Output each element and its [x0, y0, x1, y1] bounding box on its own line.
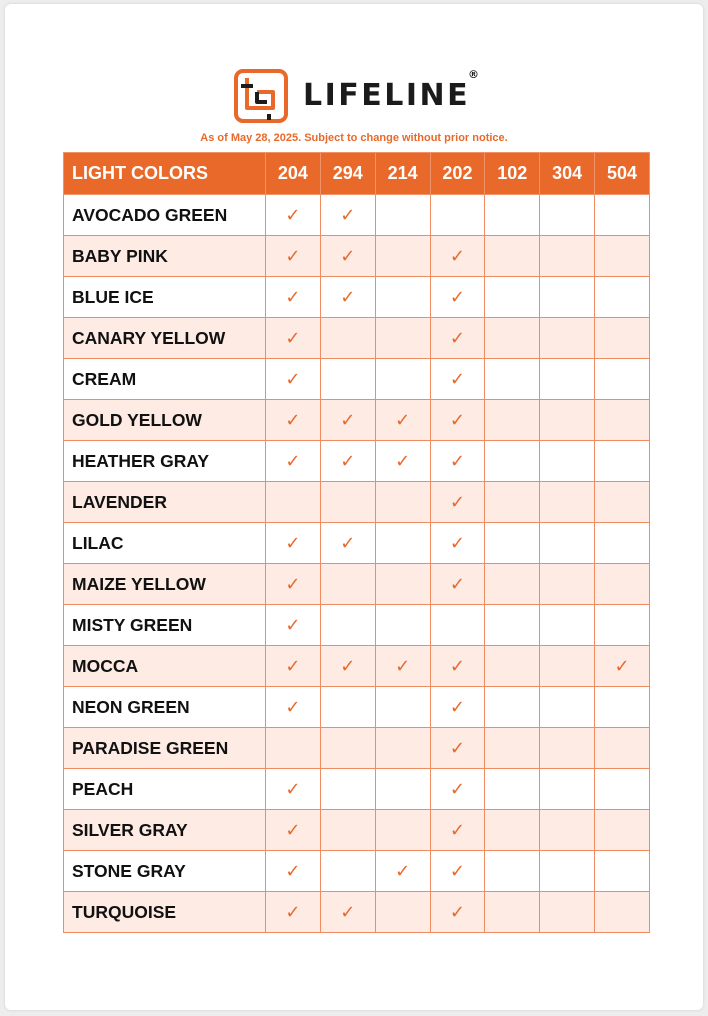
check-icon: ✓ [340, 409, 356, 431]
check-icon: ✓ [285, 368, 301, 390]
color-name: PEACH [64, 769, 266, 810]
availability-cell [540, 482, 595, 523]
color-name: CANARY YELLOW [64, 318, 266, 359]
availability-cell [266, 236, 321, 277]
check-icon: ✓ [285, 860, 301, 882]
column-header-102: 102 [485, 153, 540, 195]
availability-cell [540, 851, 595, 892]
check-icon: ✓ [395, 655, 411, 677]
availability-cell [595, 646, 650, 687]
availability-cell [375, 195, 430, 236]
availability-cell [485, 236, 540, 277]
availability-cell [266, 769, 321, 810]
check-icon: ✓ [285, 696, 301, 718]
color-name: GOLD YELLOW [64, 400, 266, 441]
availability-cell [430, 523, 485, 564]
color-name: BABY PINK [64, 236, 266, 277]
availability-cell [595, 851, 650, 892]
availability-cell [595, 359, 650, 400]
availability-cell [320, 482, 375, 523]
availability-cell [485, 359, 540, 400]
availability-cell [320, 564, 375, 605]
check-icon: ✓ [285, 573, 301, 595]
availability-cell [430, 892, 485, 933]
check-icon: ✓ [395, 409, 411, 431]
column-header-light-colors: LIGHT COLORS [64, 153, 266, 195]
availability-cell [266, 605, 321, 646]
availability-cell [375, 400, 430, 441]
availability-cell [540, 400, 595, 441]
availability-cell [266, 728, 321, 769]
check-icon: ✓ [449, 696, 465, 718]
availability-cell [540, 728, 595, 769]
check-icon: ✓ [340, 204, 356, 226]
check-icon: ✓ [340, 286, 356, 308]
table-row [64, 482, 650, 523]
availability-cell [375, 769, 430, 810]
check-icon: ✓ [285, 204, 301, 226]
availability-cell [595, 728, 650, 769]
check-icon: ✓ [340, 901, 356, 923]
check-icon: ✓ [285, 778, 301, 800]
availability-cell [375, 359, 430, 400]
color-name: STONE GRAY [64, 851, 266, 892]
check-icon: ✓ [340, 655, 356, 677]
availability-cell [430, 359, 485, 400]
check-icon: ✓ [285, 286, 301, 308]
check-icon: ✓ [449, 327, 465, 349]
availability-cell [595, 892, 650, 933]
column-header-204: 204 [266, 153, 321, 195]
brand-name: LIFELINE [303, 78, 471, 113]
availability-cell [375, 482, 430, 523]
table-header-row [64, 153, 650, 195]
availability-cell [320, 277, 375, 318]
availability-cell [320, 441, 375, 482]
availability-cell [266, 892, 321, 933]
check-icon: ✓ [449, 368, 465, 390]
availability-cell [375, 277, 430, 318]
availability-cell [540, 810, 595, 851]
availability-cell [485, 195, 540, 236]
availability-cell [320, 359, 375, 400]
availability-cell [430, 236, 485, 277]
availability-cell [266, 318, 321, 359]
availability-cell [266, 359, 321, 400]
availability-cell [595, 482, 650, 523]
check-icon: ✓ [449, 532, 465, 554]
availability-cell [375, 441, 430, 482]
table-row [64, 851, 650, 892]
availability-cell [430, 810, 485, 851]
availability-cell [320, 892, 375, 933]
color-name: BLUE ICE [64, 277, 266, 318]
table-row [64, 318, 650, 359]
table-row [64, 195, 650, 236]
color-name: MOCCA [64, 646, 266, 687]
availability-cell [595, 236, 650, 277]
availability-cell [266, 810, 321, 851]
color-name: MAIZE YELLOW [64, 564, 266, 605]
availability-cell [485, 892, 540, 933]
color-name: LILAC [64, 523, 266, 564]
availability-cell [375, 851, 430, 892]
check-icon: ✓ [340, 532, 356, 554]
availability-cell [430, 195, 485, 236]
availability-cell [485, 810, 540, 851]
table-row [64, 892, 650, 933]
check-icon: ✓ [449, 737, 465, 759]
check-icon: ✓ [449, 819, 465, 841]
availability-cell [320, 810, 375, 851]
availability-cell [540, 687, 595, 728]
table-row [64, 564, 650, 605]
check-icon: ✓ [449, 245, 465, 267]
table-row [64, 687, 650, 728]
availability-cell [375, 236, 430, 277]
availability-cell [595, 810, 650, 851]
availability-cell [540, 359, 595, 400]
availability-cell [595, 523, 650, 564]
availability-cell [320, 195, 375, 236]
check-icon: ✓ [285, 614, 301, 636]
availability-cell [430, 277, 485, 318]
table-row [64, 277, 650, 318]
availability-cell [595, 564, 650, 605]
table-row [64, 236, 650, 277]
availability-cell [540, 441, 595, 482]
check-icon: ✓ [614, 655, 630, 677]
check-icon: ✓ [285, 655, 301, 677]
table-row [64, 728, 650, 769]
check-icon: ✓ [449, 901, 465, 923]
availability-cell [320, 236, 375, 277]
availability-cell [320, 851, 375, 892]
availability-cell [320, 646, 375, 687]
availability-cell [375, 687, 430, 728]
color-name: CREAM [64, 359, 266, 400]
check-icon: ✓ [449, 655, 465, 677]
check-icon: ✓ [340, 450, 356, 472]
availability-cell [540, 236, 595, 277]
check-icon: ✓ [449, 573, 465, 595]
table-body [64, 195, 650, 933]
availability-cell [375, 810, 430, 851]
availability-cell [430, 646, 485, 687]
check-icon: ✓ [449, 450, 465, 472]
check-icon: ✓ [285, 901, 301, 923]
availability-cell [430, 318, 485, 359]
price-notice: As of May 28, 2025. Subject to change without prior notice. [200, 132, 508, 144]
availability-cell [485, 728, 540, 769]
table-row [64, 441, 650, 482]
table-row [64, 400, 650, 441]
availability-cell [540, 605, 595, 646]
availability-cell [485, 851, 540, 892]
availability-cell [266, 687, 321, 728]
availability-cell [485, 646, 540, 687]
check-icon: ✓ [285, 532, 301, 554]
availability-cell [320, 318, 375, 359]
availability-cell [485, 400, 540, 441]
availability-cell [485, 769, 540, 810]
check-icon: ✓ [449, 409, 465, 431]
availability-cell [485, 605, 540, 646]
availability-cell [485, 318, 540, 359]
availability-cell [266, 851, 321, 892]
check-icon: ✓ [449, 860, 465, 882]
availability-cell [320, 400, 375, 441]
availability-cell [430, 482, 485, 523]
availability-cell [375, 892, 430, 933]
table-row [64, 359, 650, 400]
table-row [64, 769, 650, 810]
check-icon: ✓ [449, 778, 465, 800]
check-icon: ✓ [285, 819, 301, 841]
color-name: TURQUOISE [64, 892, 266, 933]
availability-cell [485, 482, 540, 523]
color-name: AVOCADO GREEN [64, 195, 266, 236]
availability-cell [430, 400, 485, 441]
color-name: MISTY GREEN [64, 605, 266, 646]
availability-cell [540, 646, 595, 687]
color-name: LAVENDER [64, 482, 266, 523]
availability-cell [375, 605, 430, 646]
availability-cell [375, 318, 430, 359]
availability-cell [485, 564, 540, 605]
availability-cell [266, 482, 321, 523]
column-header-202: 202 [430, 153, 485, 195]
availability-cell [540, 277, 595, 318]
check-icon: ✓ [449, 491, 465, 513]
check-icon: ✓ [449, 286, 465, 308]
column-header-504: 504 [595, 153, 650, 195]
color-name: PARADISE GREEN [64, 728, 266, 769]
availability-cell [485, 523, 540, 564]
availability-cell [595, 277, 650, 318]
availability-cell [540, 769, 595, 810]
availability-cell [320, 728, 375, 769]
registered-mark: ® [468, 68, 479, 81]
check-icon: ✓ [340, 245, 356, 267]
check-icon: ✓ [285, 409, 301, 431]
check-icon: ✓ [395, 860, 411, 882]
check-icon: ✓ [285, 245, 301, 267]
table-row [64, 646, 650, 687]
availability-cell [540, 892, 595, 933]
column-header-304: 304 [540, 153, 595, 195]
availability-cell [266, 523, 321, 564]
availability-cell [595, 318, 650, 359]
availability-cell [595, 441, 650, 482]
lifeline-logo [233, 68, 470, 124]
availability-cell [266, 441, 321, 482]
availability-cell [540, 523, 595, 564]
availability-cell [266, 277, 321, 318]
table-row [64, 523, 650, 564]
color-name: SILVER GRAY [64, 810, 266, 851]
availability-cell [540, 318, 595, 359]
availability-cell [375, 728, 430, 769]
availability-cell [320, 605, 375, 646]
availability-cell [485, 687, 540, 728]
check-icon: ✓ [285, 450, 301, 472]
column-header-214: 214 [375, 153, 430, 195]
availability-cell [266, 564, 321, 605]
availability-cell [320, 769, 375, 810]
availability-cell [595, 605, 650, 646]
availability-cell [266, 646, 321, 687]
availability-cell [375, 646, 430, 687]
availability-cell [485, 277, 540, 318]
availability-cell [595, 400, 650, 441]
availability-cell [430, 851, 485, 892]
availability-cell [430, 564, 485, 605]
availability-cell [595, 687, 650, 728]
light-colors-table [63, 152, 650, 933]
table-row [64, 605, 650, 646]
availability-cell [595, 195, 650, 236]
availability-cell [266, 195, 321, 236]
column-header-294: 294 [320, 153, 375, 195]
availability-cell [540, 195, 595, 236]
color-name: HEATHER GRAY [64, 441, 266, 482]
table-row [64, 810, 650, 851]
availability-cell [430, 769, 485, 810]
availability-cell [485, 441, 540, 482]
availability-cell [320, 523, 375, 564]
availability-cell [375, 523, 430, 564]
availability-cell [540, 564, 595, 605]
check-icon: ✓ [285, 327, 301, 349]
availability-cell [430, 728, 485, 769]
availability-cell [595, 769, 650, 810]
availability-cell [430, 605, 485, 646]
check-icon: ✓ [395, 450, 411, 472]
availability-cell [430, 687, 485, 728]
availability-cell [320, 687, 375, 728]
color-name: NEON GREEN [64, 687, 266, 728]
availability-cell [430, 441, 485, 482]
availability-cell [266, 400, 321, 441]
lifeline-logo-icon [233, 68, 289, 124]
availability-cell [375, 564, 430, 605]
